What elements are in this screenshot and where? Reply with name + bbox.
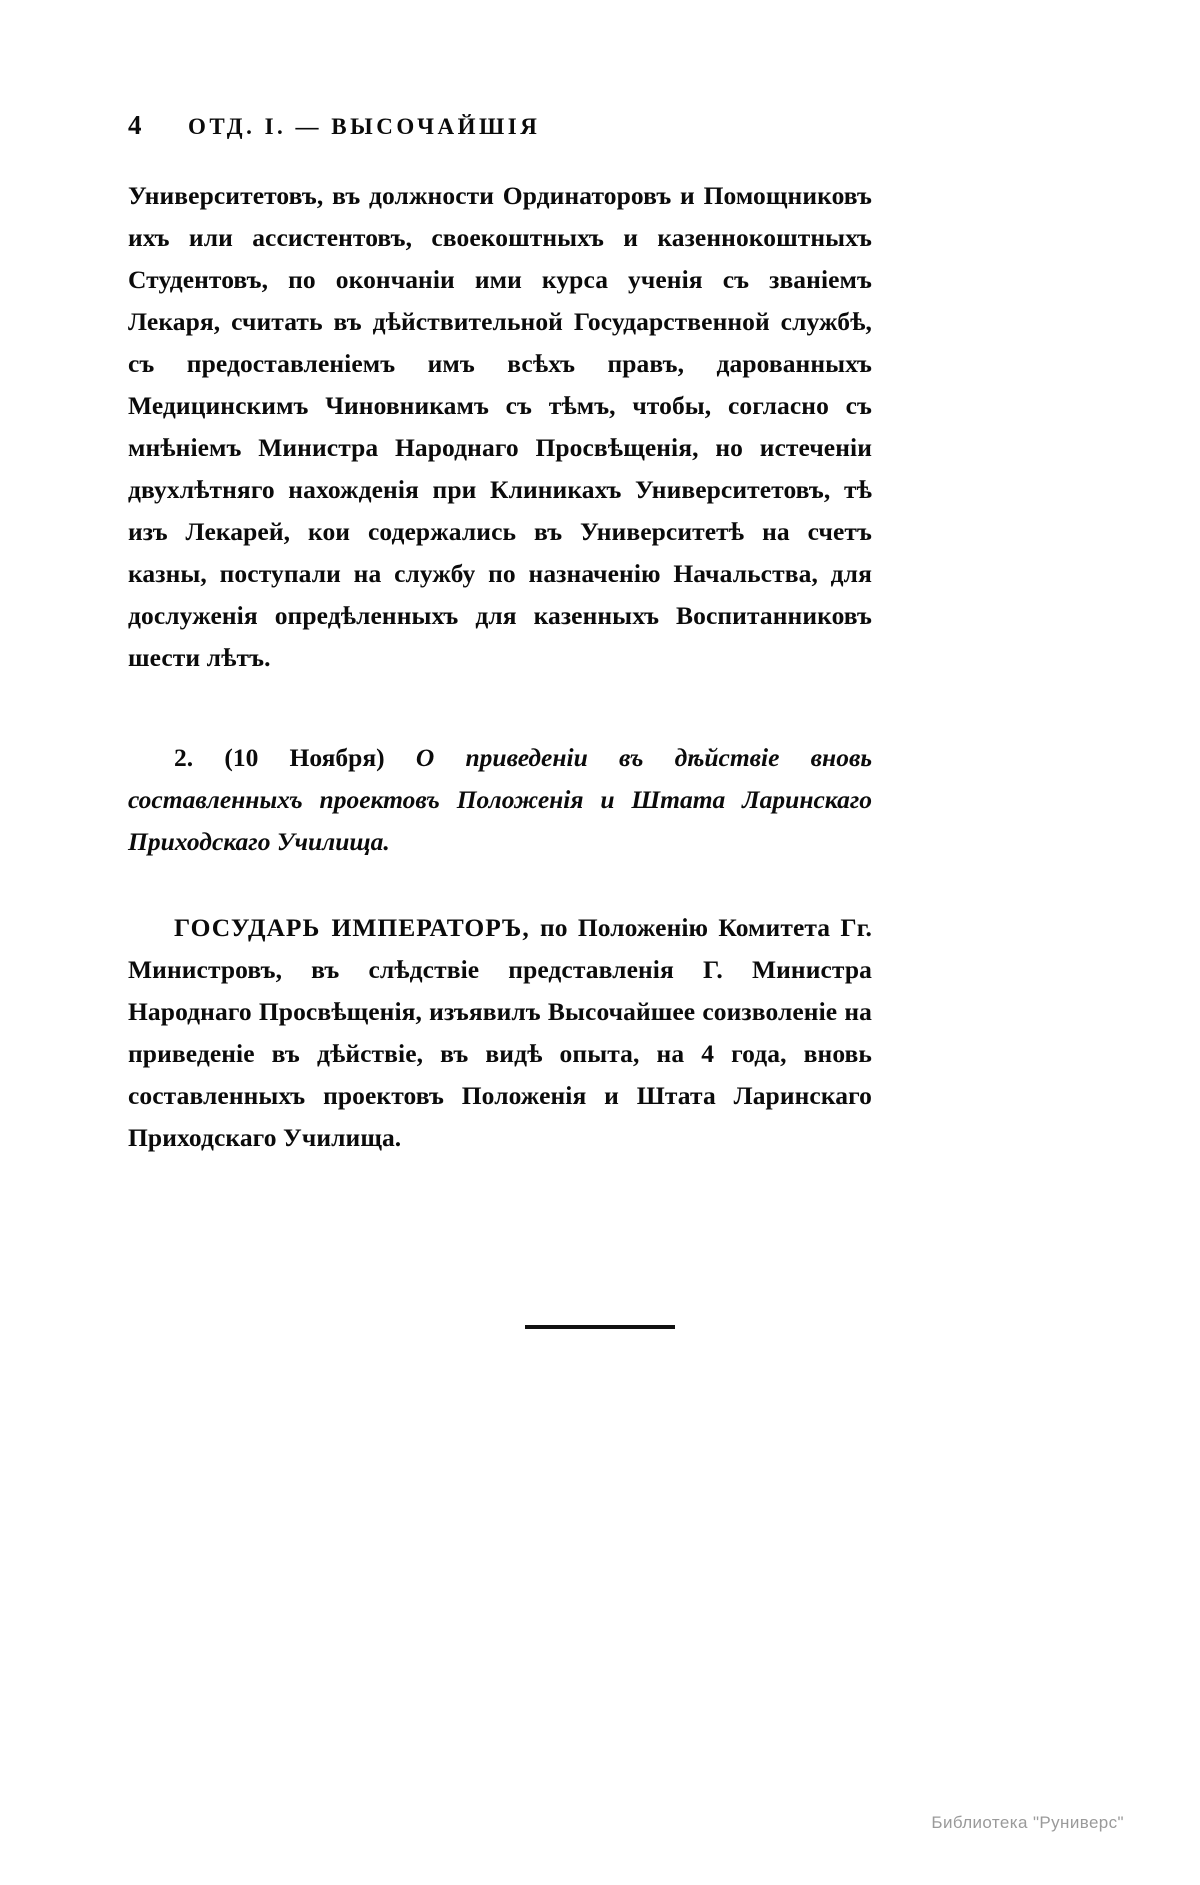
sovereign-title: ГОСУДАРЬ ИМПЕРАТОРЪ, <box>174 913 530 942</box>
section-heading <box>128 737 872 863</box>
section-title: О приведеніи въ дѣйствіе вновь составленныхъ проектовъ Положенія и Штата Ларинскаго Приходскаго Училища. <box>128 743 873 856</box>
section-body <box>128 907 872 1159</box>
spacer-2 <box>128 863 872 907</box>
page-number: 4 <box>128 110 142 140</box>
section-paragraph <box>128 907 872 1159</box>
library-credit: Библиотека "Руниверс" <box>931 1813 1124 1832</box>
body-section <box>128 175 872 679</box>
section-date: (10 Ноября) <box>224 743 385 772</box>
spacer <box>128 679 872 737</box>
page-header <box>128 110 872 141</box>
section-divider-rule <box>525 1325 675 1329</box>
paragraph-continuation: Университетовъ, въ должности Ординаторовъ и Помощниковъ ихъ или ассистентовъ, своекоштныхъ и казеннокоштныхъ Студентовъ, по окончаніи ими курса ученія съ званіемъ Лекаря, считать въ дѣйствительной Государственной службѣ, съ предоставленіемъ имъ всѣхъ правъ, дарованныхъ Медицинскимъ Чиновникамъ съ тѣмъ, чтобы, согласно съ мнѣніемъ Министра Народнаго Просвѣщенія, но истеченіи двухлѣтняго нахожденія при Клиникахъ Университетовъ, тѣ изъ Лекарей, кои содержались въ Университетѣ на счетъ казны, поступали на службу по назначенію Начальства, для дослуженія опредѣленныхъ для казенныхъ Воспитанниковъ шести лѣтъ. <box>128 181 872 672</box>
page-content <box>128 110 872 1159</box>
running-head: ОТД. I. — ВЫСОЧАЙШІЯ <box>188 114 541 139</box>
section-number: 2. <box>174 743 194 772</box>
section-paragraph-rest: по Положенію Комитета Гг. Министровъ, въ слѣдствіе представленія Г. Министра Народнаго Просвѣщенія, изъявилъ Высочайшее соизволеніе на приведеніе въ дѣйствіе, въ видѣ опыта, на 4 года, вновь составленныхъ проектовъ Положенія и Штата Ларинскаго Приходскаго Училища. <box>128 913 872 1152</box>
